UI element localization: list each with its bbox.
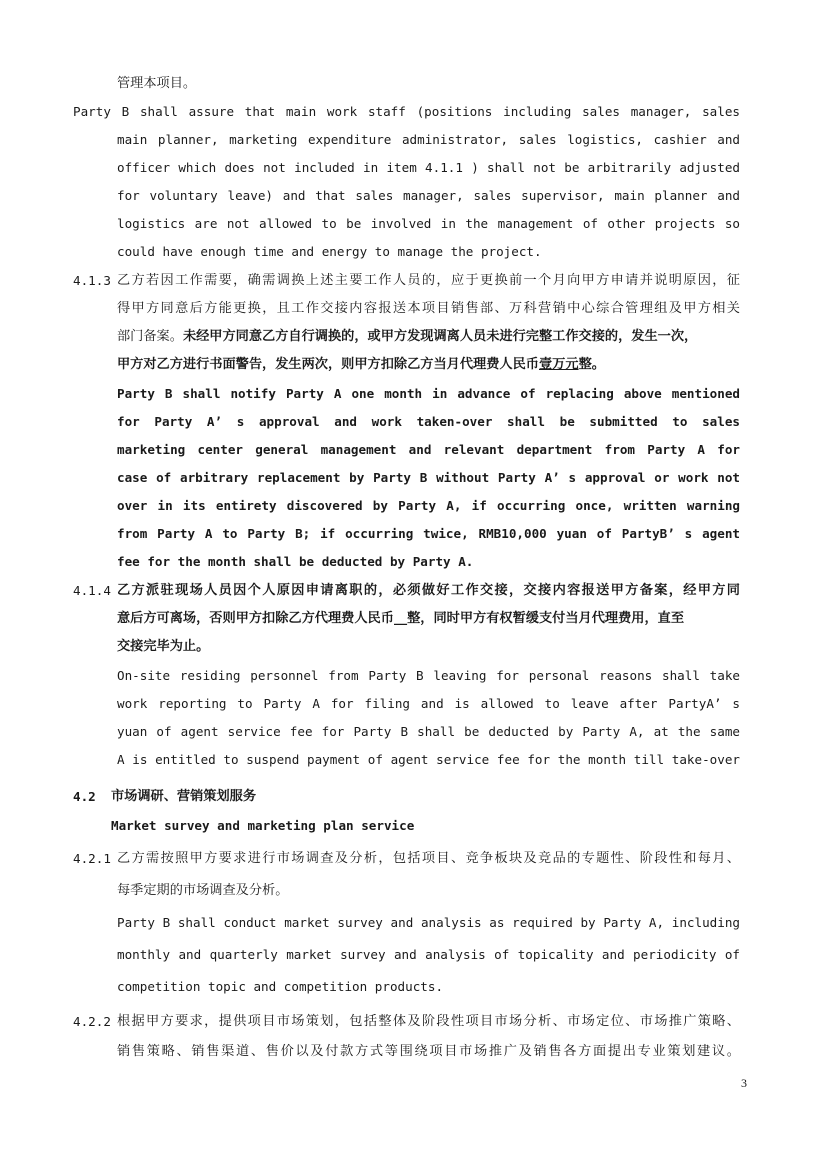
- s414-cn-line-3: 交接完毕为止。: [117, 639, 210, 654]
- s413-cn-line-3: [117, 328, 697, 346]
- en1-line-5: logistics are not allowed to be involved in the management of other projects so: [117, 216, 740, 231]
- en1-line-3: officer which does not included in item 4.1.1 ) shall not be arbitrarily adjusted: [117, 160, 740, 175]
- s413-en-line-1: Party B shall notify Party A one month in advance of replacing above mentioned: [117, 386, 740, 401]
- s421-en-line-2: monthly and quarterly market survey and analysis of topicality and periodicity of: [117, 947, 740, 962]
- en1-line-2: main planner, marketing expenditure administrator, sales logistics, cashier and: [117, 132, 740, 147]
- page-number: 3: [741, 1076, 747, 1090]
- intro-line: 管理本项目。: [117, 76, 197, 91]
- s413-en-line-6: from Party A to Party B; if occurring twice, RMB10,000 yuan of PartyB’ s agent: [117, 526, 740, 541]
- s421-cn-line-1: 乙方需按照甲方要求进行市场调查及分析，包括项目、竞争板块及竞品的专题性、阶段性和每月、: [117, 851, 740, 866]
- section-number-4-1-3: 4.1.3: [73, 273, 111, 288]
- section-title-4-2: 市场调研、营销策划服务: [111, 789, 257, 804]
- s414-en-line-1: On-site residing personnel from Party B leaving for personal reasons shall take: [117, 668, 740, 683]
- s413-en-line-4: case of arbitrary replacement by Party B without Party A’ s approval or work not: [117, 470, 740, 485]
- section-title-4-2-en: Market survey and marketing plan service: [111, 818, 415, 833]
- s422-cn-line-2: 销售策略、销售渠道、售价以及付款方式等围绕项目市场推广及销售各方面提出专业策划建议。: [117, 1044, 740, 1059]
- section-number-4-2-2: 4.2.2: [73, 1014, 111, 1029]
- section-number-4-2-1: 4.2.1: [73, 851, 111, 866]
- en1-line-6: could have enough time and energy to manage the project.: [117, 244, 542, 259]
- s413-en-line-3: marketing center general management and relevant department from Party A for: [117, 442, 740, 457]
- s414-cn-line-2: [117, 610, 684, 628]
- s413-cn-line-1: 乙方若因工作需要，确需调换上述主要工作人员的，应于更换前一个月向甲方申请并说明原因，征: [117, 273, 740, 288]
- s413-cn-line-3a: 部门备案。: [117, 329, 183, 344]
- en1-line-4: for voluntary leave) and that sales manager, sales supervisor, main planner and: [117, 188, 740, 203]
- s414-en-line-4: A is entitled to suspend payment of agent service fee for the month till take-over: [117, 752, 740, 767]
- s413-cn-line-4a: 甲方对乙方进行书面警告，发生两次，则甲方扣除乙方当月代理费人民币: [117, 357, 539, 372]
- section-number-4-1-4: 4.1.4: [73, 583, 111, 598]
- en1-line-1: Party B shall assure that main work staff (positions including sales manager, sales: [73, 104, 740, 119]
- s413-en-line-5: over in its entirety discovered by Party A, if occurring once, written warning: [117, 498, 740, 513]
- s421-en-line-3: competition topic and competition products.: [117, 979, 444, 994]
- s414-en-line-3: yuan of agent service fee for Party B shall be deducted by Party A, at the same: [117, 724, 740, 739]
- s413-cn-line-3b: 未经甲方同意乙方自行调换的，或甲方发现调离人员未进行完整工作交接的，发生一次，: [182, 329, 698, 344]
- s422-cn-line-1: 根据甲方要求，提供项目市场策划，包括整体及阶段性项目市场分析、市场定位、市场推广策略、: [117, 1014, 740, 1029]
- s413-en-line-7: fee for the month shall be deducted by Party A.: [117, 554, 474, 569]
- s421-en-line-1: Party B shall conduct market survey and analysis as required by Party A, including: [117, 915, 740, 930]
- s414-cn-line-1: 乙方派驻现场人员因个人原因申请离职的，必须做好工作交接，交接内容报送甲方备案，经甲方同: [117, 583, 740, 598]
- section-number-4-2: 4.2: [73, 789, 96, 804]
- s413-cn-line-4: [117, 356, 605, 374]
- s421-cn-line-2: 每季定期的市场调查及分析。: [117, 883, 289, 898]
- s414-cn-line-2c: 整，同时甲方有权暂缓支付当月代理费用，直至: [407, 611, 685, 626]
- s414-cn-line-2a: 意后方可离场，否则甲方扣除乙方代理费人民币: [117, 611, 394, 626]
- s413-amount: 壹万元: [539, 357, 579, 372]
- s414-blank: __: [393, 611, 408, 626]
- s413-cn-line-2: 得甲方同意后方能更换，且工作交接内容报送本项目销售部、万科营销中心综合管理组及甲方相关: [117, 301, 740, 316]
- s413-en-line-2: for Party A’ s approval and work taken-over shall be submitted to sales: [117, 414, 740, 429]
- s414-en-line-2: work reporting to Party A for filing and is allowed to leave after PartyA’ s: [117, 696, 740, 711]
- s413-cn-line-4c: 整。: [578, 357, 605, 372]
